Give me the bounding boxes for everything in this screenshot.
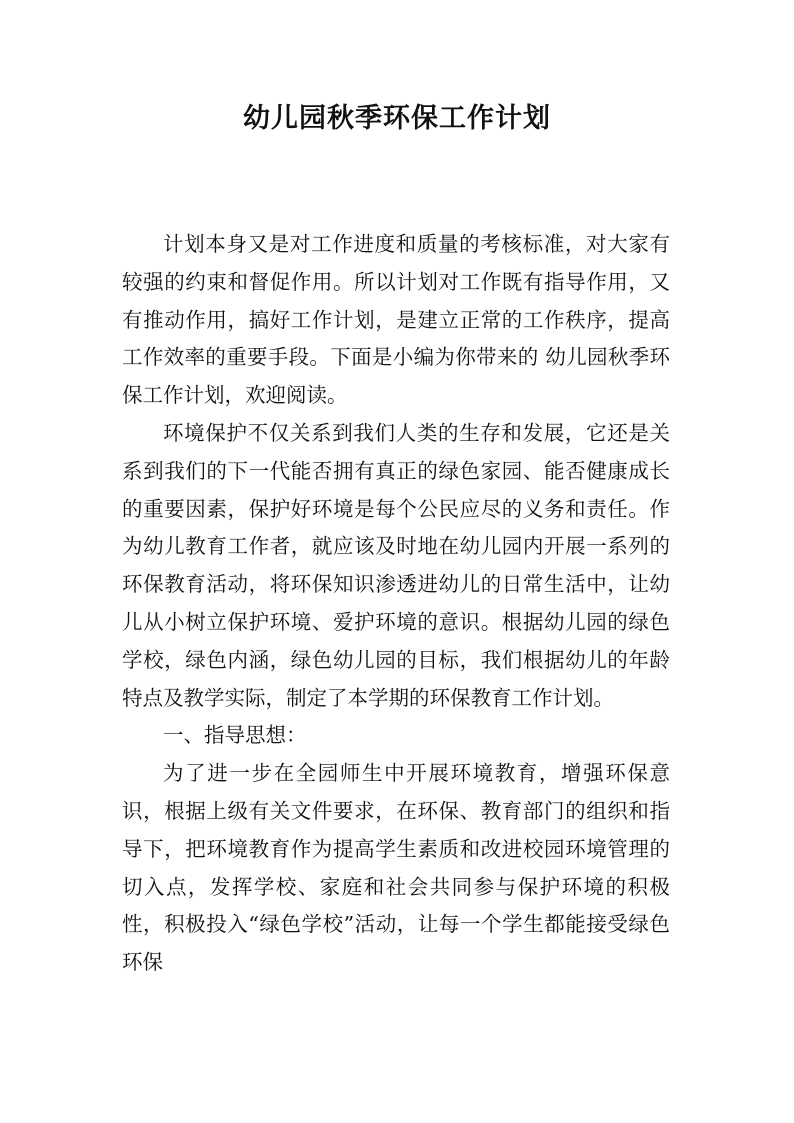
document-title: 幼儿园秋季环保工作计划 [243,103,551,134]
document-body [122,226,670,982]
paragraph-guiding-ideology: 为了进一步在全园师生中开展环境教育，增强环保意识，根据上级有关文件要求，在环保、教育部门的组织和指导下，把环境教育作为提高学生素质和改进校园环境管理的切入点，发挥学校、家庭和社会共同参与保护环境的积极性，积极投入“绿色学校”活动，让每一个学生都能接受绿色环保 [122,761,670,975]
paragraph-intro: 计划本身又是对工作进度和质量的考核标准，对大家有较强的约束和督促作用。所以计划对工作既有指导作用，又有推动作用，搞好工作计划，是建立正常的工作秩序，提高工作效率的重要手段。下面是小编为你带来的 幼儿园秋季环保工作计划，欢迎阅读。 [122,232,670,408]
paragraph-background: 环境保护不仅关系到我们人类的生存和发展，它还是关系到我们的下一代能否拥有真正的绿色家园、能否健康成长的重要因素，保护好环境是每个公民应尽的义务和责任。作为幼儿教育工作者，就应该及时地在幼儿园内开展一系列的环保教育活动，将环保知识渗透进幼儿的日常生活中，让幼儿从小树立保护环境、爱护环境的意识。根据幼儿园的绿色学校，绿色内涵，绿色幼儿园的目标，我们根据幼儿的年龄特点及教学实际，制定了本学期的环保教育工作计划。 [122,420,670,710]
section-heading-guiding-ideology: 一、指导思想： [163,723,307,748]
